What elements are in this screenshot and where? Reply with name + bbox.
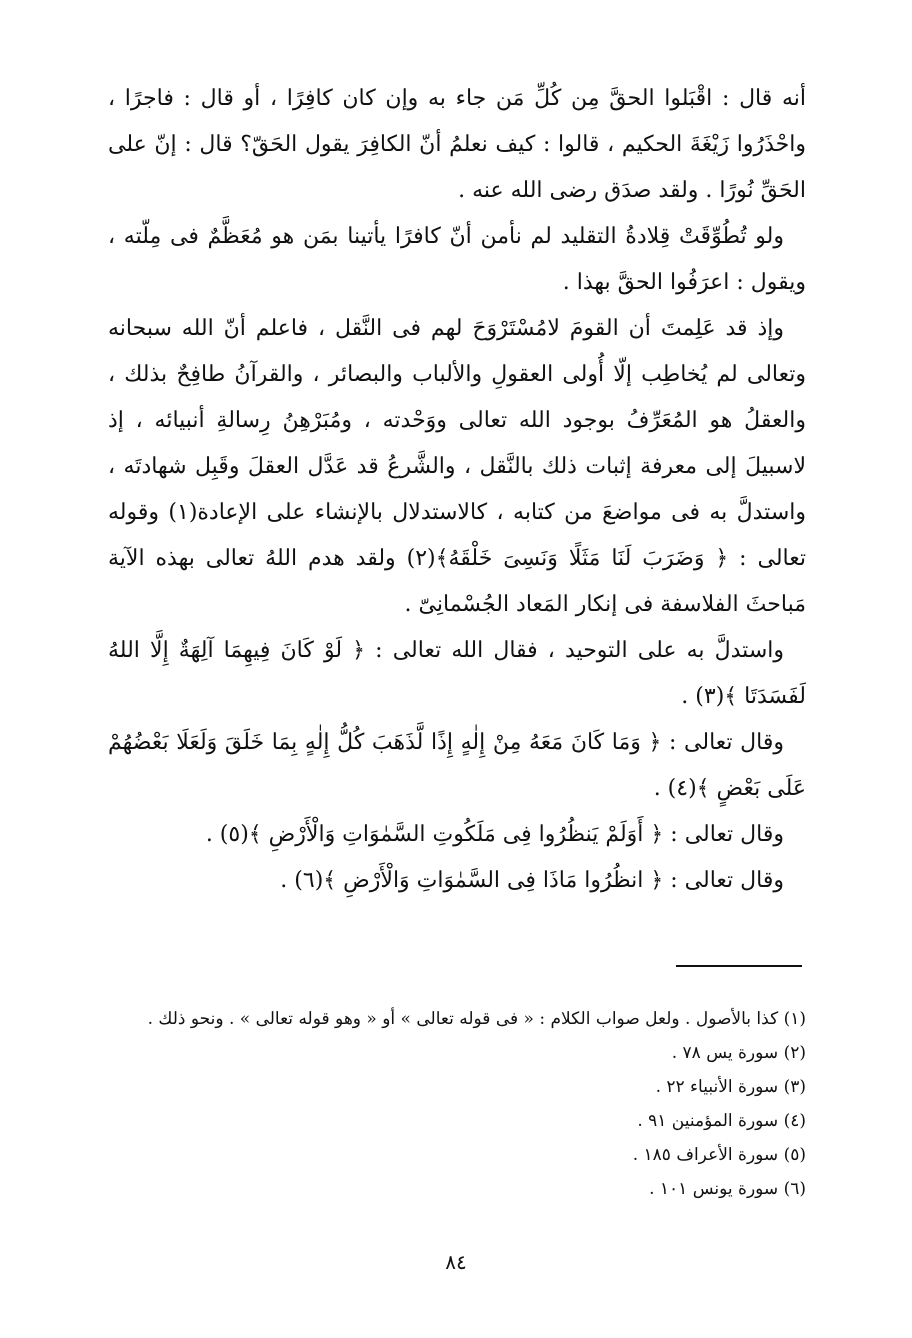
- paragraph-5: وقال تعالى : ﴿ وَمَا كَانَ مَعَهُ مِنْ إِلٰهٍ إِذًا لَّذَهَبَ كُلُّ إِلٰهٍ بِمَا خَلَقَ وَلَعَلَا بَعْضُهُمْ عَلَى بَعْضٍ ﴾(٤) .: [108, 730, 806, 801]
- paragraph-6: وقال تعالى : ﴿ أَوَلَمْ يَنظُرُوا فِى مَلَكُوتِ السَّمٰوَاتِ وَالْأَرْضِ ﴾(٥) .: [205, 822, 784, 847]
- footnote-1: (١) كذا بالأصول . ولعل صواب الكلام : « فى قوله تعالى » أو « وهو قوله تعالى » . ونحو ذلك .: [147, 1009, 806, 1029]
- page-number: ٨٤: [445, 1250, 467, 1274]
- footnote-4: (٤) سورة المؤمنين ٩١ .: [637, 1111, 806, 1131]
- paragraph-1: أنه قال : اقْبَلوا الحقَّ مِن كُلِّ مَن جاء به وإن كان كافِرًا ، أو قال : فاجرًا ، واحْذَرُوا زَيْغَةَ الحكيم ، قالوا : كيف نعلمُ أنّ الكافِرَ يقول الحَقّ؟ قال : إنّ على الحَقِّ نُورًا . ولقد صدَق رضى الله عنه .: [108, 86, 806, 203]
- main-text: [108, 76, 806, 904]
- paragraph-4: واستدلَّ به على التوحيد ، فقال الله تعالى : ﴿ لَوْ كَانَ فِيهِمَا آلِهَةٌ إِلَّا اللهُ لَفَسَدَتَا ﴾(٣) .: [108, 638, 806, 709]
- paragraph-2: ولو تُطُوِّقَتْ قِلادةُ التقليد لم نأمن أنّ كافرًا يأتينا بمَن هو مُعَظَّمٌ فى مِلّته ، ويقول : اعرَفُوا الحقَّ بهذا .: [108, 224, 806, 295]
- footnote-6: (٦) سورة يونس ١٠١ .: [649, 1179, 806, 1199]
- footnotes: [110, 1002, 806, 1206]
- paragraph-3: وإذ قد عَلِمتَ أن القومَ لامُسْتَرْوَحَ لهم فى النَّقل ، فاعلم أنّ الله سبحانه وتعالى لم يُخاطِب إلّا أُولى العقولِ والألباب والبصائر ، والقرآنُ طافِحٌ بذلك ، والعقلُ هو المُعَرِّفُ بوجود الله تعالى ووَحْدته ، ومُبَرْهِنُ رِسالةِ أنبيائه ، إذ لاسبيلَ إلى معرفة إثبات ذلك بالنَّقل ، والشَّرعُ قد عَدَّل العقلَ وقَبِل شهادتَه ، واستدلَّ به فى مواضعَ من كتابه ، كالاستدلال بالإنشاء على الإعادة(١) وقوله تعالى : ﴿ وَضَرَبَ لَنَا مَثَلًا وَنَسِىَ خَلْقَهُ﴾(٢) ولقد هدم اللهُ تعالى بهذه الآية مَباحثَ الفلاسفة فى إنكار المَعاد الجُسْمانِىّ .: [108, 316, 806, 617]
- footnote-separator: [676, 965, 802, 967]
- footnote-5: (٥) سورة الأعراف ١٨٥ .: [632, 1145, 806, 1165]
- footnote-3: (٣) سورة الأنبياء ٢٢ .: [655, 1077, 806, 1097]
- footnote-2: (٢) سورة يس ٧٨ .: [671, 1043, 806, 1063]
- paragraph-7: وقال تعالى : ﴿ انظُرُوا مَاذَا فِى السَّمٰوَاتِ وَالْأَرْضِ ﴾(٦) .: [280, 868, 784, 893]
